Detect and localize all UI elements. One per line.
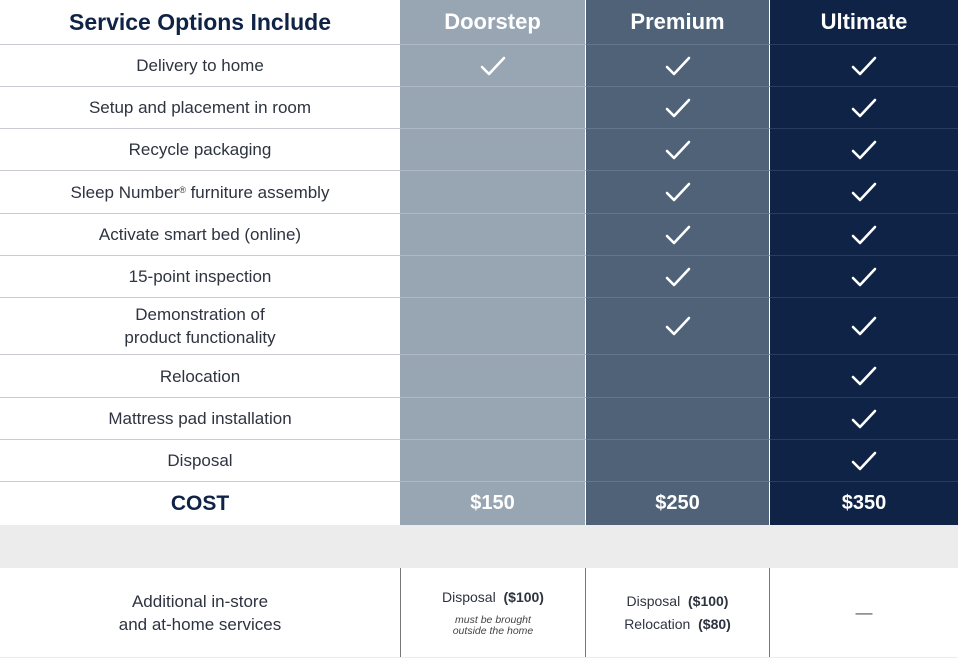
check-icon xyxy=(850,450,878,472)
premium-cell xyxy=(585,298,769,355)
feature-label-suffix: furniture assembly xyxy=(185,182,330,202)
premium-additional xyxy=(585,568,769,657)
table-row xyxy=(0,256,958,298)
check-icon xyxy=(664,315,692,337)
premium-service: Disposal xyxy=(626,592,681,609)
plan-header-ultimate: Ultimate xyxy=(769,0,958,45)
check-icon xyxy=(850,266,878,288)
premium-service-price: ($100) xyxy=(688,592,729,609)
additional-label-line1: Additional in-store xyxy=(131,591,269,611)
check-icon xyxy=(850,55,878,77)
premium-cell xyxy=(585,45,769,87)
premium-cell xyxy=(585,129,769,171)
doorstep-cell xyxy=(400,171,585,214)
feature-label: Mattress pad installation xyxy=(0,398,400,440)
table-header-row xyxy=(0,0,958,45)
plan-header-doorstep: Doorstep xyxy=(400,0,585,45)
feature-label-text: Sleep Number xyxy=(70,182,180,202)
additional-label-line2: and at-home services xyxy=(118,614,282,634)
plan-header-premium: Premium xyxy=(585,0,769,45)
check-icon xyxy=(664,181,692,203)
check-icon xyxy=(850,408,878,430)
doorstep-additional xyxy=(400,568,585,657)
check-icon xyxy=(850,97,878,119)
table-row xyxy=(0,171,958,214)
ultimate-cell xyxy=(769,355,958,398)
ultimate-cell xyxy=(769,440,958,482)
doorstep-note-line2: outside the home xyxy=(452,624,534,637)
table-row xyxy=(0,398,958,440)
premium-cell xyxy=(585,398,769,440)
premium-cell xyxy=(585,214,769,256)
ultimate-cell xyxy=(769,45,958,87)
doorstep-note xyxy=(453,615,534,637)
premium-service-line xyxy=(624,613,731,636)
premium-service-line xyxy=(627,590,729,613)
cost-row xyxy=(0,482,958,525)
doorstep-cell xyxy=(400,87,585,129)
check-icon xyxy=(850,139,878,161)
feature-label-line2: product functionality xyxy=(124,328,276,347)
check-icon xyxy=(850,315,878,337)
feature-label: Recycle packaging xyxy=(0,129,400,171)
ultimate-cell xyxy=(769,214,958,256)
premium-service: Relocation xyxy=(624,615,691,632)
registered-mark: ® xyxy=(179,184,186,195)
premium-cell xyxy=(585,355,769,398)
premium-cell xyxy=(585,256,769,298)
table-row xyxy=(0,45,958,87)
premium-service-price: ($80) xyxy=(698,615,731,632)
ultimate-cell xyxy=(769,398,958,440)
premium-cell xyxy=(585,440,769,482)
table-row xyxy=(0,298,958,355)
check-icon xyxy=(664,97,692,119)
doorstep-cell xyxy=(400,214,585,256)
doorstep-cell xyxy=(400,355,585,398)
doorstep-cell xyxy=(400,398,585,440)
feature-label xyxy=(0,171,400,214)
doorstep-cell xyxy=(400,256,585,298)
cost-doorstep: $150 xyxy=(400,482,585,525)
ultimate-cell xyxy=(769,298,958,355)
check-icon xyxy=(664,224,692,246)
check-icon xyxy=(664,139,692,161)
ultimate-additional: — xyxy=(769,568,958,657)
premium-cell xyxy=(585,87,769,129)
doorstep-cell xyxy=(400,45,585,87)
feature-label: Relocation xyxy=(0,355,400,398)
feature-label-line1: Demonstration of xyxy=(135,305,265,324)
doorstep-service-price: ($100) xyxy=(503,588,544,605)
cost-premium: $250 xyxy=(585,482,769,525)
doorstep-cell xyxy=(400,298,585,355)
additional-services-table xyxy=(0,568,958,657)
feature-label: 15-point inspection xyxy=(0,256,400,298)
feature-label: Delivery to home xyxy=(0,45,400,87)
doorstep-note-line1: must be brought xyxy=(455,613,531,626)
table-row xyxy=(0,214,958,256)
feature-label xyxy=(0,298,400,355)
ultimate-cell xyxy=(769,87,958,129)
check-icon xyxy=(664,55,692,77)
premium-cell xyxy=(585,171,769,214)
cost-ultimate: $350 xyxy=(769,482,958,525)
ultimate-cell xyxy=(769,256,958,298)
table-row xyxy=(0,87,958,129)
check-icon xyxy=(479,55,507,77)
doorstep-cell xyxy=(400,129,585,171)
check-icon xyxy=(664,266,692,288)
table-row xyxy=(0,440,958,482)
feature-label: Activate smart bed (online) xyxy=(0,214,400,256)
ultimate-cell xyxy=(769,129,958,171)
check-icon xyxy=(850,365,878,387)
table-title: Service Options Include xyxy=(0,0,400,45)
check-icon xyxy=(850,224,878,246)
cost-label: COST xyxy=(170,492,230,515)
feature-label: Setup and placement in room xyxy=(0,87,400,129)
doorstep-service-line xyxy=(442,589,544,605)
ultimate-cell xyxy=(769,171,958,214)
check-icon xyxy=(850,181,878,203)
feature-label: Disposal xyxy=(0,440,400,482)
additional-services-label xyxy=(0,568,400,657)
table-row xyxy=(0,129,958,171)
doorstep-cell xyxy=(400,440,585,482)
table-row xyxy=(0,355,958,398)
doorstep-service: Disposal xyxy=(442,588,496,605)
